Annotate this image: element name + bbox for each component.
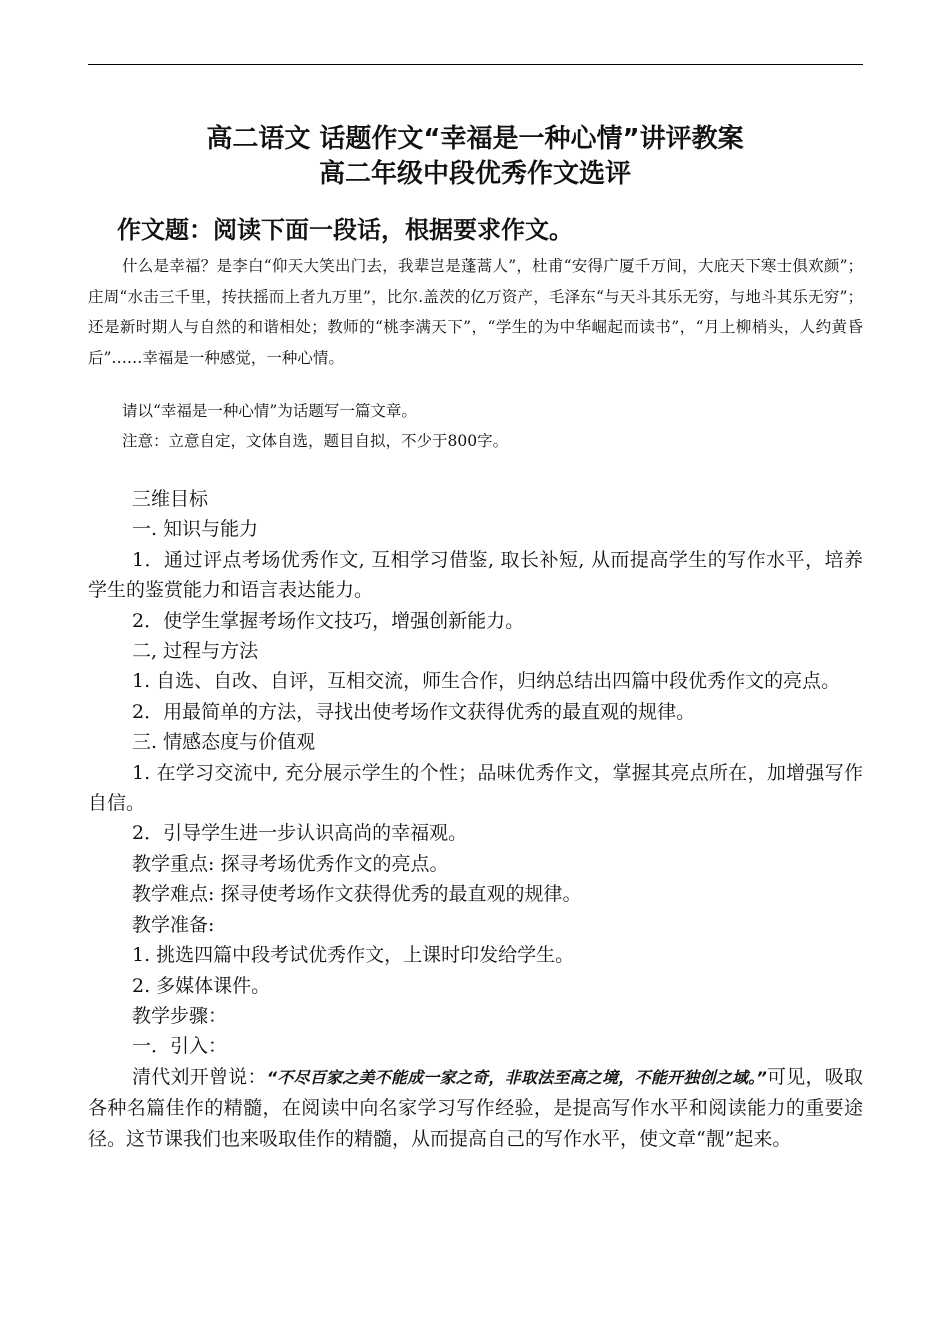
attitude-item-1: 1. 在学习交流中, 充分展示学生的个性；品味优秀作文，掌握其亮点所在，加增强写作自信。 bbox=[88, 761, 863, 815]
assignment-instruction-block bbox=[88, 396, 863, 427]
assignment-note-block bbox=[88, 426, 863, 457]
prep-item-2: 2. 多媒体课件。 bbox=[132, 974, 271, 997]
intro-lead: 清代刘开曾说： bbox=[132, 1065, 267, 1088]
assignment-prompt: 什么是幸福？是李白“仰天大笑出门去，我辈岂是蓬蒿人”，杜甫“安得广厦千万间，大庇天下寒士俱欢颜”；庄周“水击三千里，抟扶摇而上者九万里”，比尔.盖茨的亿万资产，毛泽东“与天斗其乐无穷，与地斗其乐无穷”；还是新时期人与自然的和谐相处；教师的“桃李满天下”，“学生的为中华崛起而读书”，“月上柳梢头，人约黄昏后”……幸福是一种感觉，一种心情。 bbox=[88, 257, 863, 367]
intro-quote: “不尽百家之美不能成一家之奇，非取法至高之境，不能开独创之域。” bbox=[266, 1067, 767, 1087]
teaching-focus: 教学重点: 探寻考场优秀作文的亮点。 bbox=[132, 852, 449, 875]
knowledge-item-2: 2．使学生掌握考场作文技巧，增强创新能力。 bbox=[132, 609, 525, 632]
assignment-instruction: 请以“幸福是一种心情”为话题写一篇文章。 bbox=[122, 402, 417, 420]
prep-item-1: 1. 挑选四篇中段考试优秀作文，上课时印发给学生。 bbox=[132, 944, 575, 967]
assignment-prompt-block bbox=[88, 251, 863, 373]
document-title: 高二语文 话题作文“幸福是一种心情”讲评教案 bbox=[206, 124, 744, 154]
assignment-note: 注意：立意自定，文体自选，题目自拟，不少于800字。 bbox=[122, 432, 509, 450]
section-knowledge: 一. 知识与能力 bbox=[132, 518, 259, 541]
assignment-heading: 作文题：阅读下面一段话，根据要求作文。 bbox=[117, 216, 573, 244]
goals-title: 三维目标 bbox=[132, 488, 209, 510]
document-subtitle: 高二年级中段优秀作文选评 bbox=[318, 159, 631, 189]
step-intro-heading: 一．引入： bbox=[132, 1035, 228, 1058]
attitude-item-2: 2．引导学生进一步认识高尚的幸福观。 bbox=[132, 822, 468, 845]
section-attitude: 三. 情感态度与价值观 bbox=[132, 731, 316, 754]
teaching-steps: 教学步骤： bbox=[132, 1004, 228, 1027]
teaching-difficulty: 教学难点: 探寻使考场作文获得优秀的最直观的规律。 bbox=[132, 883, 582, 906]
intro-paragraph bbox=[88, 1062, 863, 1154]
section-process: 二, 过程与方法 bbox=[132, 640, 259, 663]
process-item-1: 1. 自选、自改、自评，互相交流，师生合作，归纳总结出四篇中段优秀作文的亮点。 bbox=[132, 670, 841, 693]
header-rule bbox=[88, 64, 863, 65]
knowledge-item-1: 1．通过评点考场优秀作文, 互相学习借鉴, 取长补短, 从而提高学生的写作水平，培养学生的鉴赏能力和语言表达能力。 bbox=[88, 548, 863, 602]
lesson-plan-body bbox=[88, 484, 863, 1154]
process-item-2: 2．用最简单的方法，寻找出使考场作文获得优秀的最直观的规律。 bbox=[132, 700, 696, 723]
intro-rest: 可见，吸取各种名篇佳作的精髓，在阅读中向名家学习写作经验，是提高写作水平和阅读能力的重要途径。这节课我们也来吸取佳作的精髓，从而提高自己的写作水平，使文章“靓”起来。 bbox=[88, 1065, 863, 1150]
teaching-prep: 教学准备: bbox=[132, 913, 215, 936]
